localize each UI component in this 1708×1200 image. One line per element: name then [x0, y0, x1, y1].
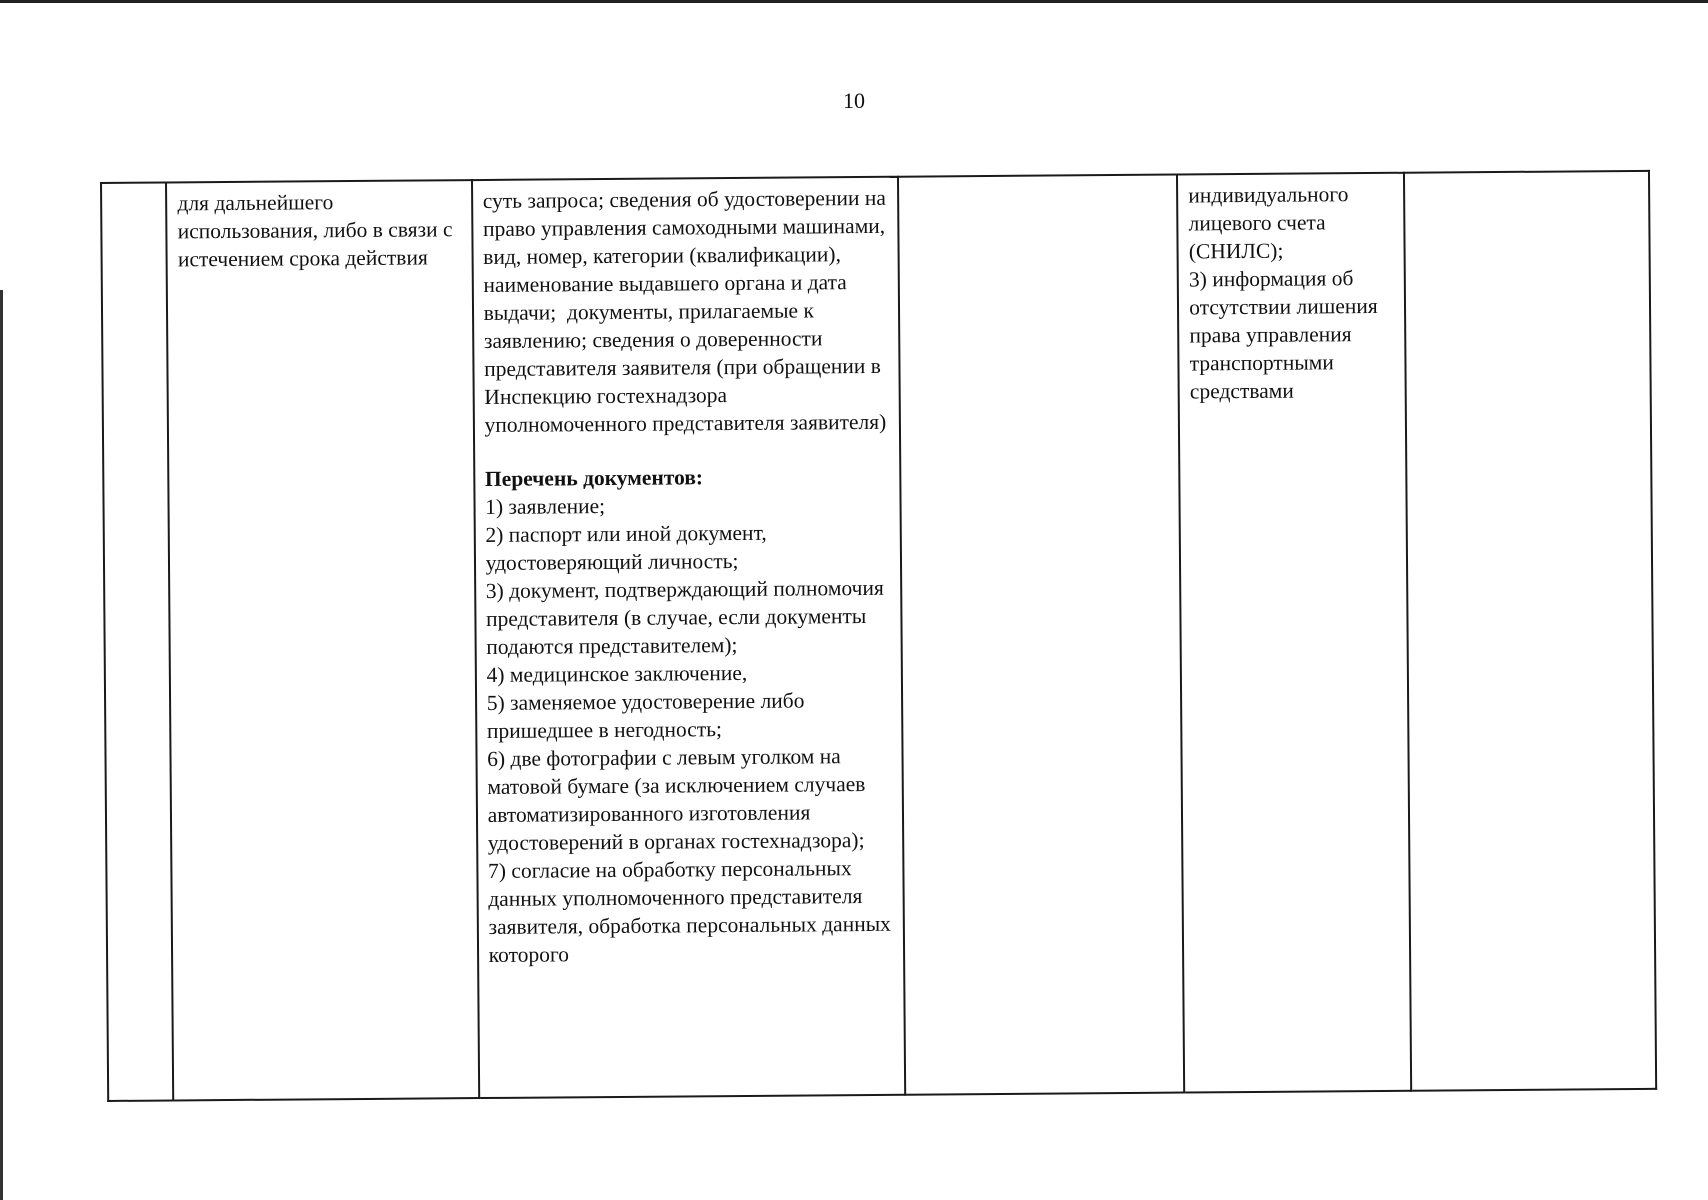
list-item: 7) согласие на обработку персональных данных уполномоченного представителя заявителя, обработка персональных данных которого — [487, 856, 891, 967]
document-table — [100, 170, 1657, 1102]
list-item: 3) документ, подтверждающий полномочия представителя (в случае, если документы подаются представителем); — [485, 575, 884, 659]
list-item: 6) две фотографии с левым уголком на матовой бумаге (за исключением случаев автоматизированного изготовления удостоверений в органах гостехнадзора); — [487, 744, 866, 855]
scan-border-left — [0, 290, 3, 1200]
cell-number — [101, 182, 173, 1100]
cell-additional-info — [1177, 173, 1411, 1093]
list-item: 4) медицинское заключение, — [486, 660, 748, 687]
additional-info-text: индивидуального лицевого счета (СНИЛС); 3) информация об отсутствии лишения права управления транспортными средствами — [1188, 182, 1384, 404]
cell-request-contents — [472, 177, 906, 1098]
documents-heading: Перечень документов: — [484, 465, 704, 491]
request-contents-text: суть запроса; сведения об удостоверении на право управления самоходными машинами, вид, номер, категории (квалификации), наименование выдавшего органа и дата выдачи; документы, прилагаемые к заявлению; сведения о доверенности представителя заявителя (при обращении в Инспекцию гостехнадзора уполномоченного представителя заявителя) — [482, 185, 892, 437]
page-number: 10 — [843, 88, 865, 113]
table-row — [101, 171, 1656, 1101]
list-item: 2) паспорт или иной документ, удостоверяющий личность; — [485, 520, 767, 575]
cell-empty-4 — [898, 175, 1184, 1095]
cell-grounds — [166, 180, 479, 1100]
cell-empty-6 — [1404, 171, 1657, 1091]
list-item: 1) заявление; — [485, 494, 606, 519]
documents-list — [485, 490, 895, 969]
grounds-text: для дальнейшего использования, либо в связи с истечением срока действия — [177, 190, 458, 272]
scan-border-top — [0, 0, 1708, 8]
list-item: 5) заменяемое удостоверение либо пришедшее в негодность; — [486, 688, 805, 743]
